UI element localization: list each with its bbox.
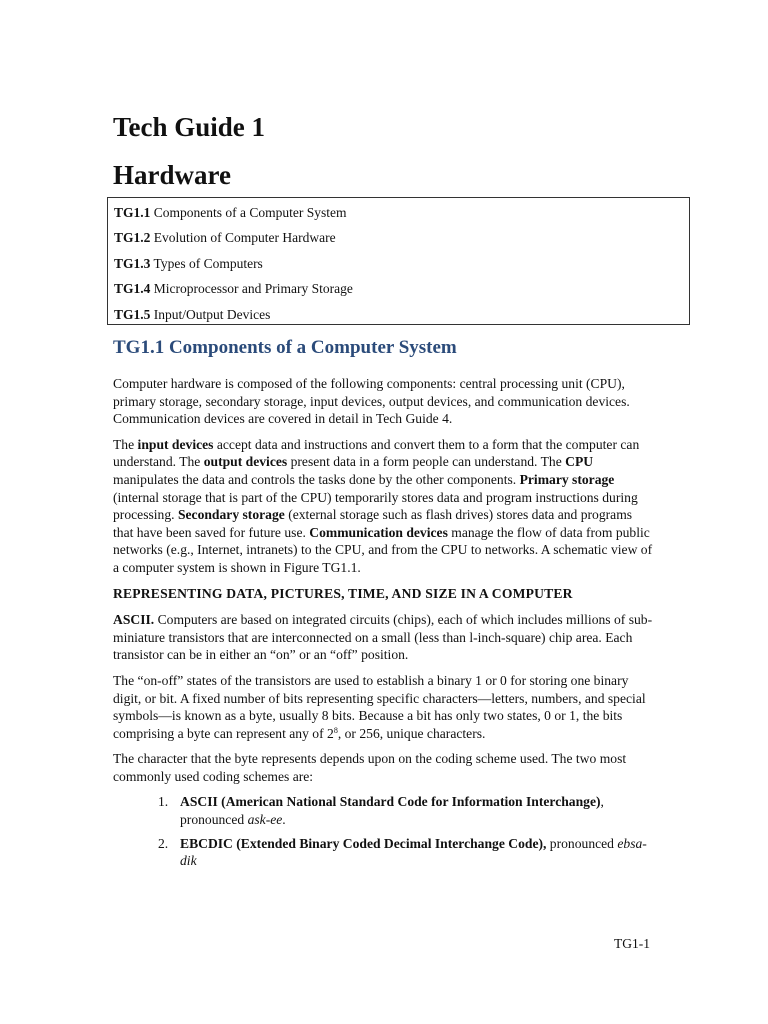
paragraph-coding: The character that the byte represents depends upon on the coding scheme used. The two most commonly used coding schemes are: [113, 751, 627, 784]
body-text [113, 375, 653, 876]
list-item: 2. EBCDIC (Extended Binary Coded Decimal Interchange Code), pronounced ebsa-dik [158, 835, 647, 869]
list-item: 1. ASCII (American National Standard Code for Information Interchange), pronounced ask-ee. [158, 794, 604, 828]
coding-schemes-list [113, 793, 653, 869]
toc-item: TG1.3 Types of Computers [114, 255, 263, 271]
table-of-contents [107, 197, 690, 325]
page-number: TG1-1 [614, 936, 650, 951]
document-subtitle: Hardware [113, 160, 231, 190]
paragraph-bits: The “on-off” states of the transistors are used to establish a binary 1 or 0 for storing one binary digit, or bit. A fixed number of bits representing specific characters—letters, numbers, and special symbols—is known as a byte, usually 8 bits. Because a bit has only two states, 0 or 1, the bits comprising a byte can represent any of $2^8$, or 256, unique characters. [113, 672, 646, 741]
section-heading: TG1.1 Components of a Computer System [113, 337, 457, 358]
paragraph-components: The input devices accept data and instructions and convert them to a form that the computer can understand. The output devices present data in a form people can understand. The CPU manipulates the data and controls the tasks done by the other components. Primary storage (internal storage that is part of the CPU) temporarily stores data and program instructions during processing. Secondary storage (external storage such as flash drives) stores data and programs that have been saved for future use. Communication devices manage the flow of data from public networks (e.g., Internet, intranets) to the CPU, and from the CPU to networks. A schematic view of a computer system is shown in Figure TG1.1. [113, 436, 653, 575]
toc-item: TG1.2 Evolution of Computer Hardware [114, 230, 336, 246]
paragraph-ascii: ASCII. Computers are based on integrated circuits (chips), each of which includes millions of sub-miniature transistors that are interconnected on a small (less than l-inch-square) chip area. Each transistor can be in either an “on” or an “off” position. [113, 612, 653, 663]
paragraph-intro: Computer hardware is composed of the following components: central processing unit (CPU), primary storage, secondary storage, input devices, output devices, and communication devices. Communication devices are covered in detail in Tech Guide 4. [113, 376, 630, 427]
document-title: Tech Guide 1 [113, 112, 266, 142]
toc-item: TG1.4 Microprocessor and Primary Storage [114, 281, 353, 297]
toc-item: TG1.5 Input/Output Devices [114, 306, 271, 322]
subheading: REPRESENTING DATA, PICTURES, TIME, AND SIZE IN A COMPUTER [113, 585, 573, 601]
toc-item: TG1.1 Components of a Computer System [114, 205, 347, 220]
